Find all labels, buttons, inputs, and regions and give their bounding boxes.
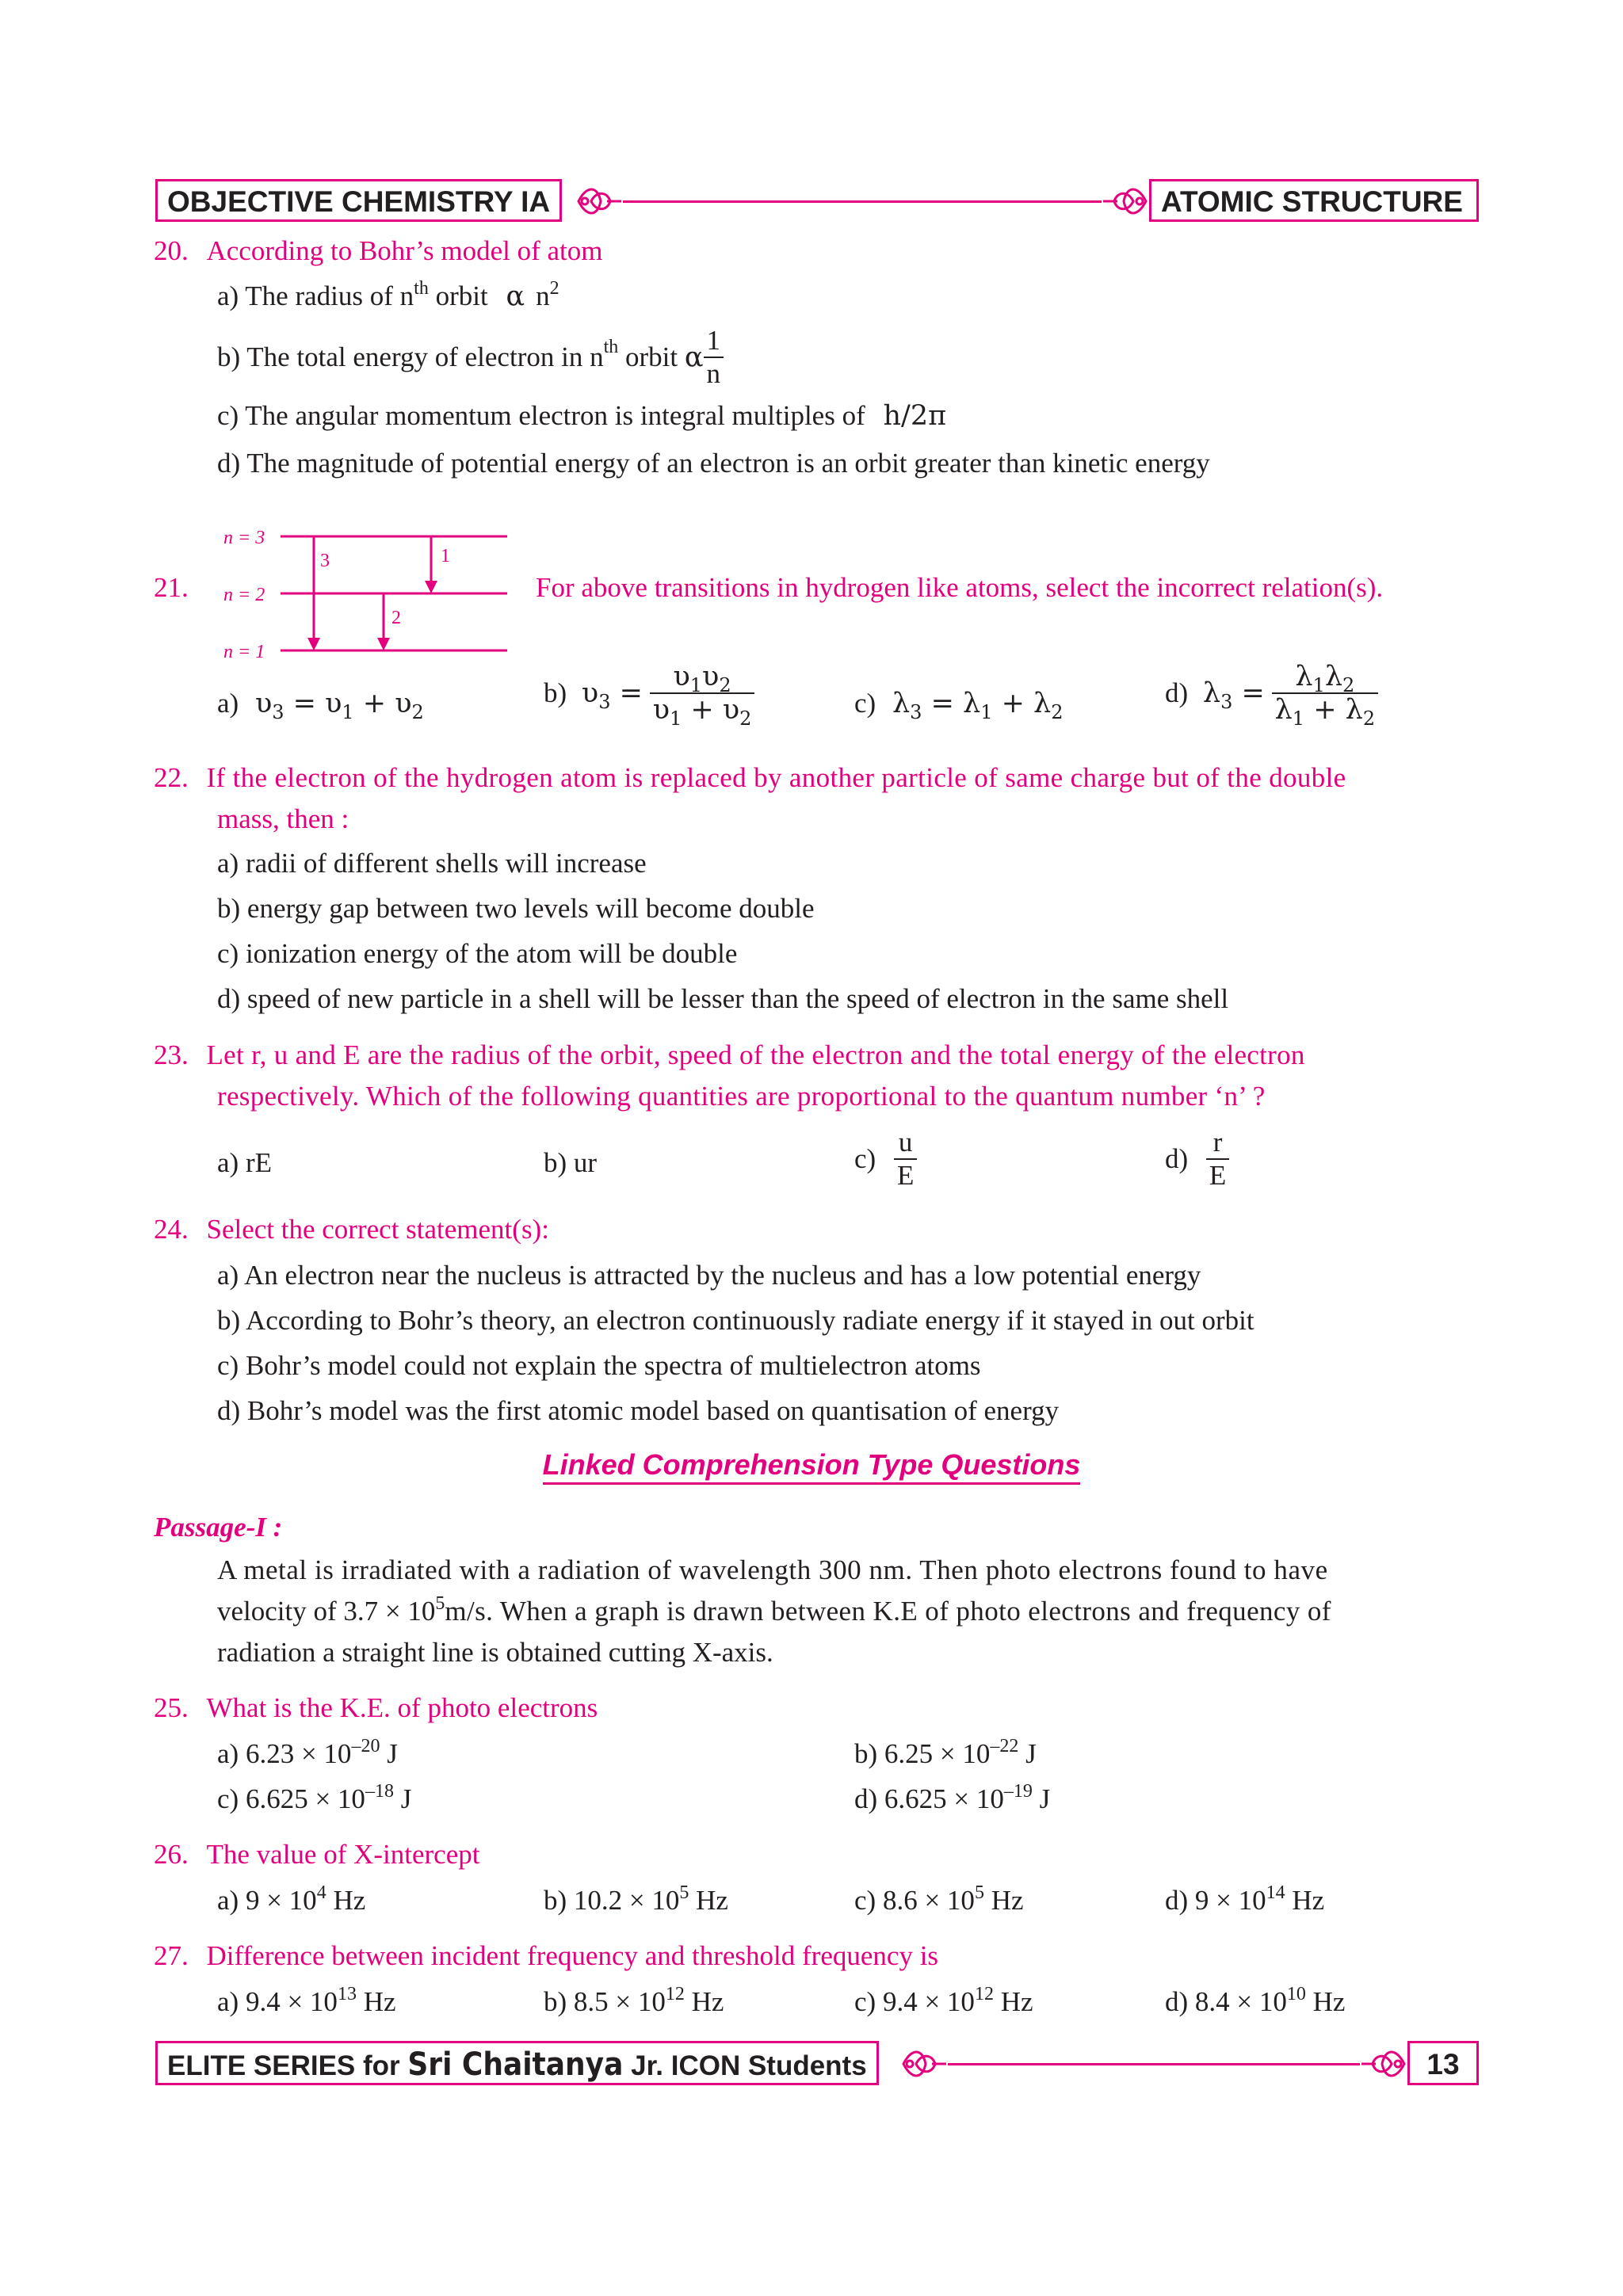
passage-label: Passage-I :	[154, 1512, 283, 1543]
fraction: $\frac{\upsilon_1\upsilon_2}{\upsilon_1 + \upsilon_2}$	[650, 661, 755, 726]
header-right-box	[1149, 179, 1479, 222]
header-right-title: ATOMIC STRUCTURE	[1161, 185, 1463, 218]
question-20	[154, 234, 602, 269]
question-22-line2: mass, then :	[217, 803, 349, 834]
passage-line-2: velocity of $3.7 \times 10^5m/s$. When a graph is drawn between K.E of photo electrons and frequency of	[217, 1593, 1331, 1627]
transition-label-1: 1	[441, 546, 450, 566]
energy-level-diagram	[214, 519, 531, 669]
q21-option-d: d) $\lambda_3$ = $\frac{\lambda_1\lambda_2}{\lambda_1 + \lambda_2}$	[1165, 661, 1378, 726]
q20-option-c: c) The angular momentum electron is integral multiples of h/2π	[217, 400, 947, 432]
question-27: 27. Difference between incident frequency and threshold frequency is	[154, 1940, 939, 1971]
q24-option-d: d) Bohr’s model was the first atomic model based on quantisation of energy	[217, 1395, 1060, 1426]
fraction: $\frac{1}{n}$	[704, 325, 724, 390]
q27-option-c: c) $9.4 \times 10^{12}$ Hz	[854, 1984, 1033, 2017]
q23-option-a: a) rE	[217, 1147, 272, 1178]
q24-option-c: c) Bohr’s model could not explain the spectra of multielectron atoms	[217, 1350, 981, 1381]
q26-option-c: c) $8.6 \times 10^5$ Hz	[854, 1882, 1024, 1916]
proportional-symbol: α	[506, 280, 525, 312]
level-label-n1: n = 1	[223, 642, 265, 662]
footer-left-box: ELITE SERIES for Sri Chaitanya Jr. ICON Students	[155, 2041, 879, 2085]
level-label-n3: n = 3	[223, 528, 265, 548]
header-left-title: OBJECTIVE CHEMISTRY IA	[167, 185, 551, 218]
q24-option-a: a) An electron near the nucleus is attracted by the nucleus and has a low potential energy	[217, 1260, 1201, 1291]
q22-option-d: d) speed of new particle in a shell will be lesser than the speed of electron in the same shell	[217, 983, 1229, 1014]
footer-brand: Sri Chaitanya	[407, 2046, 624, 2083]
q25-option-d: d) $6.625 \times 10^{-19}$ J	[854, 1781, 1051, 1814]
q23-option-b: b) ur	[544, 1147, 598, 1178]
q24-option-b: b) According to Bohr’s theory, an electron continuously radiate energy if it stayed in out orbit	[217, 1305, 1254, 1336]
level-label-n2: n = 2	[223, 585, 265, 605]
q26-option-a: a) $9 \times 10^4$ Hz	[217, 1882, 366, 1916]
q23-option-c: c) $\frac{u}{E}$	[854, 1127, 917, 1192]
q23-option-d: d) $\frac{r}{E}$	[1165, 1127, 1229, 1192]
question-26: 26. The value of X-intercept	[154, 1839, 480, 1870]
question-21-number: 21.	[154, 572, 189, 603]
q21-option-a: a) $\upsilon_3 = \upsilon_1 + \upsilon_2$	[217, 688, 424, 723]
section-title: Linked Comprehension Type Questions	[0, 1448, 1623, 1482]
footer-rule	[948, 2063, 1360, 2065]
q20-option-b: b) The total energy of electron in $n^{th}$ orbit α $\frac{1}{n}$	[217, 325, 724, 390]
q25-option-c: c) $6.625 \times 10^{-18}$ J	[217, 1781, 412, 1814]
question-21-text: For above transitions in hydrogen like atoms, select the incorrect relation(s).	[536, 572, 1384, 603]
q22-option-c: c) ionization energy of the atom will be double	[217, 938, 738, 969]
question-22: 22. If the electron of the hydrogen atom is replaced by another particle of same charge but of the double	[154, 762, 1346, 793]
question-text: According to Bohr’s model of atom	[206, 235, 603, 266]
q25-option-b: b) $6.25 \times 10^{-22}$ J	[854, 1736, 1037, 1769]
page-number: 13	[1426, 2048, 1460, 2081]
header-right-ornament	[1102, 181, 1149, 225]
transition-label-3: 3	[320, 551, 330, 571]
passage-line-1: A metal is irradiated with a radiation of wavelength 300 nm. Then photo electrons found to have	[217, 1554, 1328, 1585]
fraction: $\frac{r}{E}$	[1206, 1127, 1229, 1192]
question-number: 20.	[154, 235, 189, 266]
question-23: 23. Let r, u and E are the radius of the orbit, speed of the electron and the total energy of the electron	[154, 1039, 1305, 1070]
q20-option-a: a) The radius of $n^{th}$ orbit α $n^2$	[217, 278, 559, 312]
question-25: 25. What is the K.E. of photo electrons	[154, 1692, 598, 1723]
q26-option-b: b) $10.2 \times 10^5$ Hz	[544, 1882, 728, 1916]
q26-option-d: d) $9 \times 10^{14}$ Hz	[1165, 1882, 1325, 1916]
fraction: $\frac{u}{E}$	[894, 1127, 917, 1192]
question-23-line2: respectively. Which of the following quantities are proportional to the quantum number ‘n’ ?	[217, 1081, 1266, 1112]
header-rule	[623, 200, 1102, 203]
header-left-box	[155, 179, 562, 222]
question-24: 24. Select the correct statement(s):	[154, 1214, 549, 1245]
q22-option-b: b) energy gap between two levels will become double	[217, 893, 815, 924]
footer-left-ornament	[900, 2044, 948, 2088]
q21-option-b: b) $\upsilon_3$ = $\frac{\upsilon_1\upsilon_2}{\upsilon_1 + \upsilon_2}$	[544, 661, 754, 726]
q25-option-a: a) $6.23 \times 10^{-20}$ J	[217, 1736, 398, 1769]
q20-option-d: d) The magnitude of potential energy of an electron is an orbit greater than kinetic energy	[217, 448, 1210, 479]
q27-option-a: a) $9.4 \times 10^{13}$ Hz	[217, 1984, 396, 2017]
page-number-box	[1407, 2041, 1479, 2085]
transition-label-2: 2	[391, 608, 401, 628]
footer-right-ornament	[1360, 2044, 1407, 2088]
q27-option-b: b) $8.5 \times 10^{12}$ Hz	[544, 1984, 724, 2017]
fraction: $\frac{\lambda_1\lambda_2}{\lambda_1 + \lambda_2}$	[1272, 661, 1379, 726]
passage-line-3: radiation a straight line is obtained cutting X-axis.	[217, 1637, 773, 1668]
header-left-ornament	[575, 181, 623, 225]
q21-option-c: c) $\lambda_3 = \lambda_1 + \lambda_2$	[854, 688, 1064, 723]
q22-option-a: a) radii of different shells will increase	[217, 848, 647, 879]
q27-option-d: d) $8.4 \times 10^{10}$ Hz	[1165, 1984, 1346, 2017]
